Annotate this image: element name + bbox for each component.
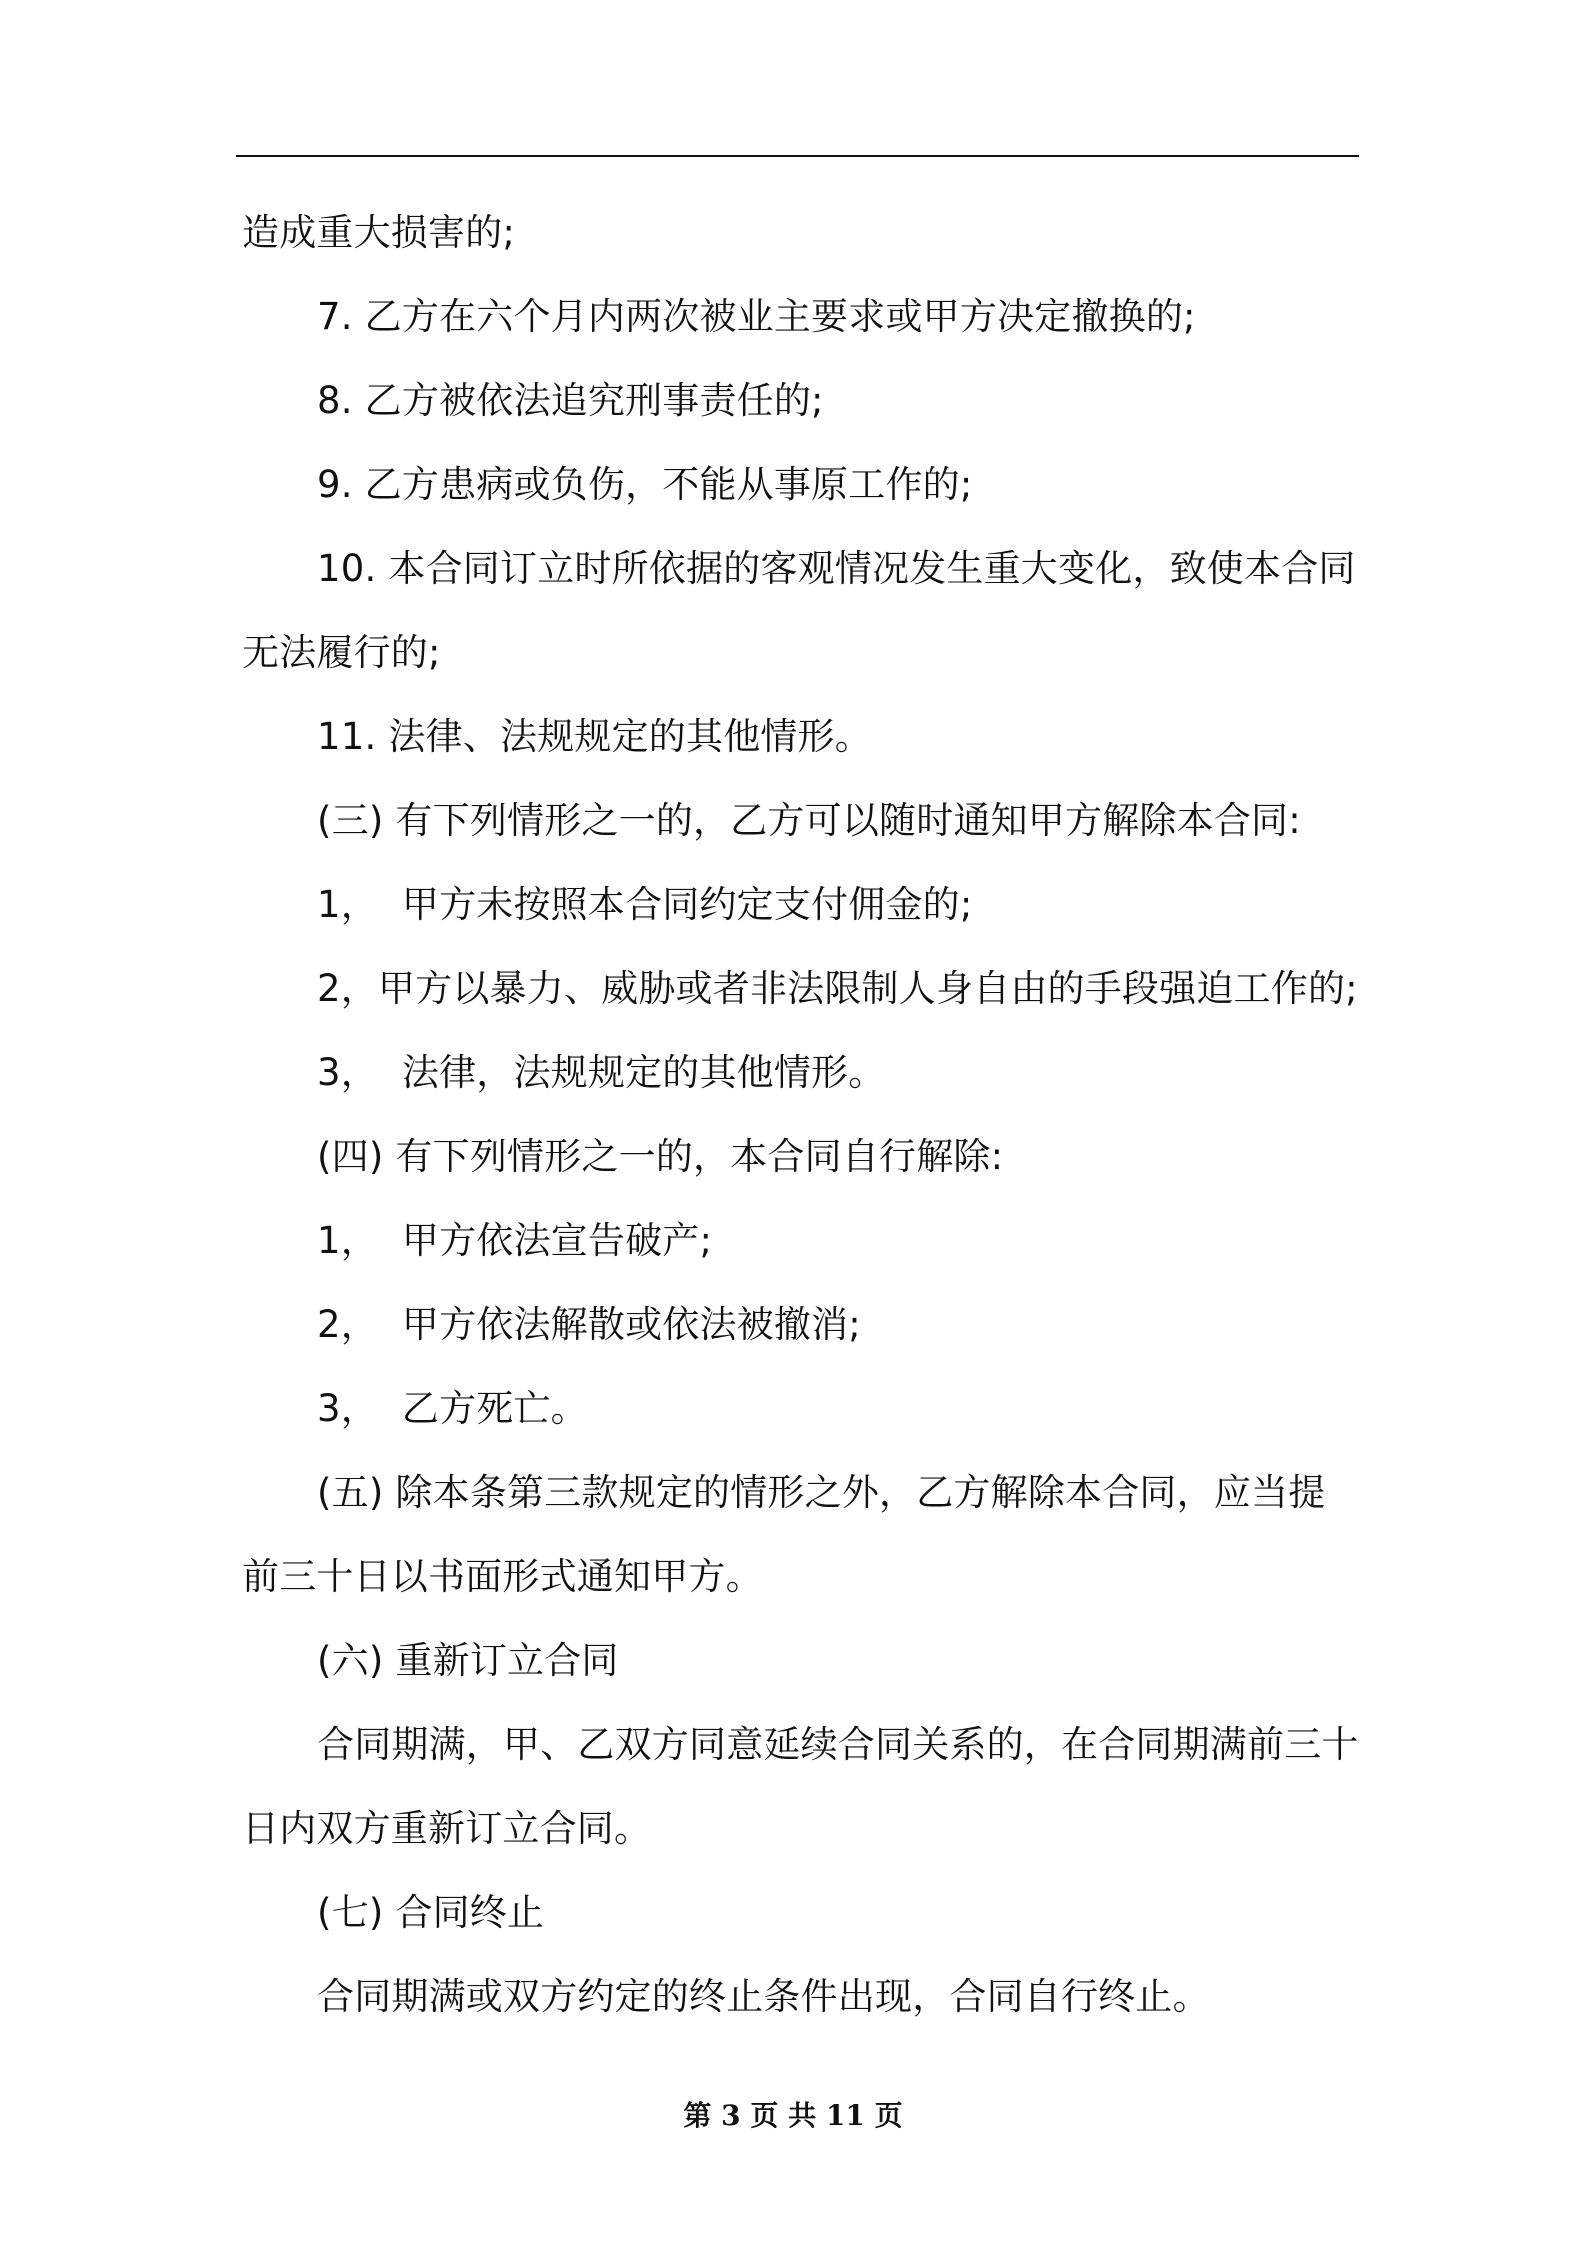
document-line: (六) 重新订立合同 [317, 1639, 619, 1682]
document-body [242, 191, 1359, 2039]
document-line: 造成重大损害的; [242, 211, 516, 254]
page-number-footer: 第 3 页 共 11 页 [683, 2099, 903, 2132]
document-line: 1， 甲方依法宣告破产; [317, 1219, 713, 1262]
document-line: (七) 合同终止 [317, 1891, 545, 1934]
document-line: 2， 甲方依法解散或依法被撤消; [317, 1303, 861, 1346]
document-line: (三) 有下列情形之一的，乙方可以随时通知甲方解除本合同: [317, 799, 1301, 842]
document-line: 11. 法律、法规规定的其他情形。 [317, 715, 873, 758]
document-line: 合同期满或双方约定的终止条件出现，合同自行终止。 [317, 1975, 1210, 2018]
document-line: 日内双方重新订立合同。 [242, 1807, 652, 1850]
document-line: (五) 除本条第三款规定的情形之外，乙方解除本合同，应当提 [317, 1471, 1326, 1514]
document-line: 3， 乙方死亡。 [317, 1387, 588, 1430]
document-line: 3， 法律，法规规定的其他情形。 [317, 1051, 886, 1094]
document-line: 1， 甲方未按照本合同约定支付佣金的; [317, 883, 973, 926]
document-line: 前三十日以书面形式通知甲方。 [242, 1555, 763, 1598]
document-line: 无法履行的; [242, 631, 441, 674]
document-line: 7. 乙方在六个月内两次被业主要求或甲方决定撤换的; [317, 295, 1196, 338]
document-line: 合同期满，甲、乙双方同意延续合同关系的，在合同期满前三十 [317, 1723, 1359, 1766]
document-line: 2，甲方以暴力、威胁或者非法限制人身自由的手段强迫工作的; [317, 967, 1358, 1010]
header-rule [236, 155, 1359, 157]
document-line: 9. 乙方患病或负伤，不能从事原工作的; [317, 463, 973, 506]
document-line: 10. 本合同订立时所依据的客观情况发生重大变化，致使本合同 [317, 547, 1356, 590]
document-line: 8. 乙方被依法追究刑事责任的; [317, 379, 824, 422]
document-line: (四) 有下列情形之一的，本合同自行解除: [317, 1135, 1004, 1178]
